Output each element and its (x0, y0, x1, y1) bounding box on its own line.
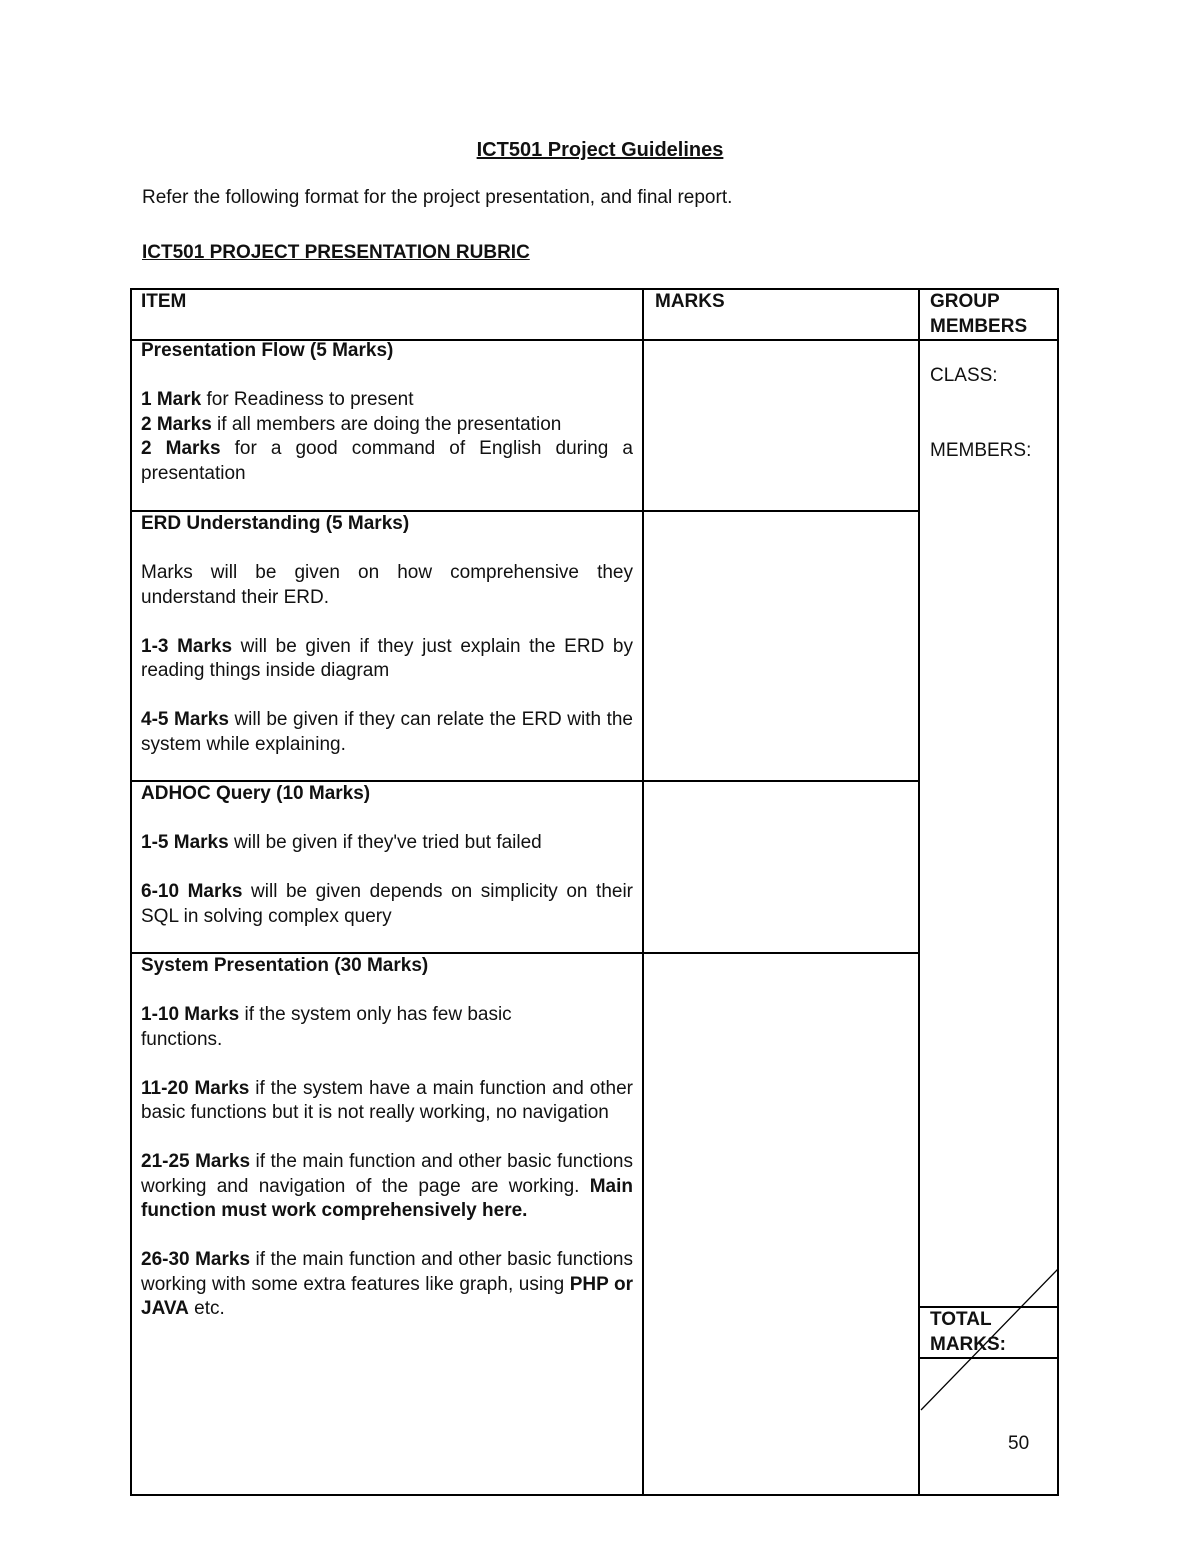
criterion-paragraph: 26-30 Marks if the main function and other basic functions working with some extra features like graph, using PHP or JAVA etc. (141, 1249, 634, 1319)
criterion-paragraph: 6-10 Marks will be given depends on simplicity on their SQL in solving complex query (141, 881, 633, 927)
total-out-of: 50 (1008, 1433, 1030, 1454)
row-title: ERD Understanding (5 Marks) (141, 513, 410, 534)
header-item: ITEM (141, 291, 187, 312)
members-label: MEMBERS: (930, 440, 1032, 461)
rubric-table (130, 288, 1059, 1496)
page-title: ICT501 Project Guidelines (476, 139, 724, 161)
criterion-paragraph: 4-5 Marks will be given if they can relate the ERD with the system while explaining. (141, 709, 633, 755)
criterion-line: 2 Marks if all members are doing the presentation (141, 413, 562, 435)
criterion-paragraph: 11-20 Marks if the system have a main function and other basic functions but it is not really working, no navigation (141, 1077, 633, 1123)
rubric-row-erd-understanding (141, 512, 633, 757)
row-title: Presentation Flow (5 Marks) (141, 340, 394, 361)
rubric-row-presentation-flow (141, 339, 633, 486)
criterion-paragraph: 1-10 Marks if the system only has few basic functions. (141, 1004, 512, 1050)
row-title: ADHOC Query (10 Marks) (141, 783, 371, 804)
class-label: CLASS: (930, 365, 998, 386)
rubric-row-system-presentation (141, 954, 633, 1322)
criterion-paragraph: 1-3 Marks will be given if they just explain the ERD by reading things inside diagram (141, 635, 633, 681)
criterion-line: 2 Marks for a good command of English during a presentation (141, 438, 633, 484)
criterion-paragraph: 1-5 Marks will be given if they've tried but failed (141, 832, 542, 853)
header-marks: MARKS (655, 291, 725, 312)
intro-text: Refer the following format for the project presentation, and final report. (142, 187, 733, 208)
rubric-row-adhoc-query (141, 782, 633, 929)
criterion-paragraph: Marks will be given on how comprehensive they understand their ERD. (141, 562, 633, 608)
criterion-paragraph: 21-25 Marks if the main function and other basic functions working and navigation of the page are working. Main function must work comprehensively here. (141, 1151, 634, 1221)
header-group-members: GROUP MEMBERS (930, 291, 1028, 337)
section-heading: ICT501 PROJECT PRESENTATION RUBRIC (142, 242, 530, 263)
row-title: System Presentation (30 Marks) (141, 955, 429, 976)
criterion-line: 1 Mark for Readiness to present (141, 389, 414, 410)
total-marks-label: TOTAL MARKS: (930, 1309, 1006, 1355)
